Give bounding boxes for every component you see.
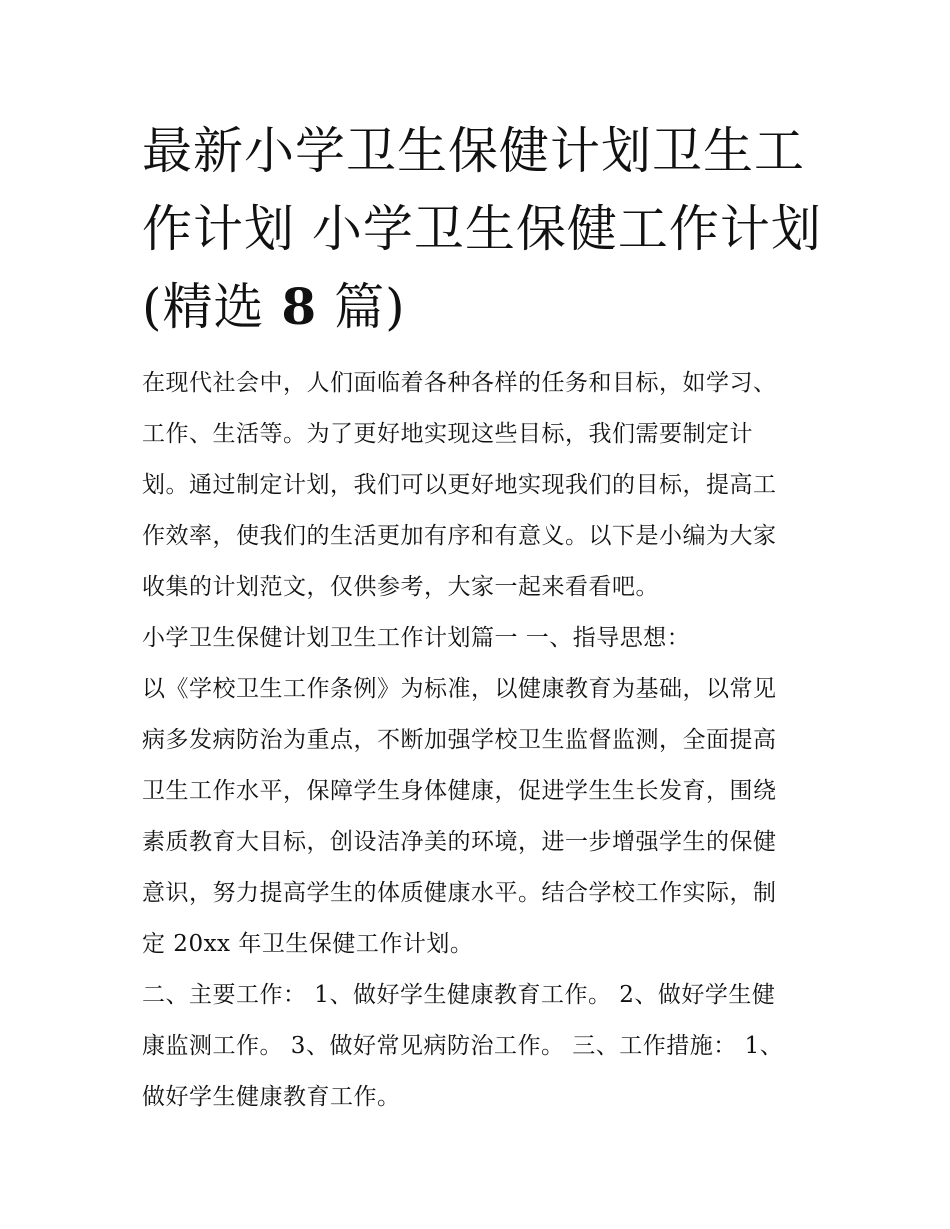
text-line: 做好学生健康教育工作。 <box>142 1084 401 1110</box>
text-line: 工作、生活等。为了更好地实现这些目标，我们需要制定计 <box>142 421 753 447</box>
title-line: 最新小学卫生保健计划卫生工 <box>142 122 805 180</box>
text-line: 病多发病防治为重点，不断加强学校卫生监督监测，全面提高 <box>142 727 777 753</box>
main-work-paragraph <box>142 970 822 1123</box>
title-text: (精选 <box>142 278 282 336</box>
text-line: 以《学校卫生工作条例》为标准，以健康教育为基础，以常见 <box>142 676 777 702</box>
text-line: 作效率，使我们的生活更加有序和有意义。以下是小编为大家 <box>142 523 777 549</box>
document-page <box>142 112 822 1123</box>
text-line: 小学卫生保健计划卫生工作计划篇一 一、指导思想： <box>142 625 691 651</box>
text-line: 划。通过制定计划，我们可以更好地实现我们的目标，提高工 <box>142 472 777 498</box>
text-line: 素质教育大目标，创设洁净美的环境，进一步增强学生的保健 <box>142 829 777 855</box>
text-line: 卫生工作水平，保障学生身体健康，促进学生生长发育，围绕 <box>142 778 777 804</box>
title-line <box>142 268 822 346</box>
text-line: 意识，努力提高学生的体质健康水平。结合学校工作实际，制 <box>142 880 777 906</box>
title-text: 篇) <box>317 278 406 336</box>
document-title <box>142 112 822 346</box>
intro-paragraph <box>142 358 822 613</box>
guiding-principle-paragraph <box>142 664 822 970</box>
text-line: 二、主要工作： 1、做好学生健康教育工作。 2、做好学生健 <box>142 982 776 1008</box>
title-line: 作计划 小学卫生保健工作计划 <box>142 200 822 258</box>
text-line: 定 20xx 年卫生保健工作计划。 <box>142 931 474 957</box>
text-line: 收集的计划范文，仅供参考，大家一起来看看吧。 <box>142 574 659 600</box>
section-heading-paragraph <box>142 613 822 664</box>
title-number: 8 <box>281 277 318 336</box>
text-line: 在现代社会中，人们面临着各种各样的任务和目标，如学习、 <box>142 370 777 396</box>
text-line: 康监测工作。 3、做好常见病防治工作。 三、工作措施： 1、 <box>142 1033 784 1059</box>
